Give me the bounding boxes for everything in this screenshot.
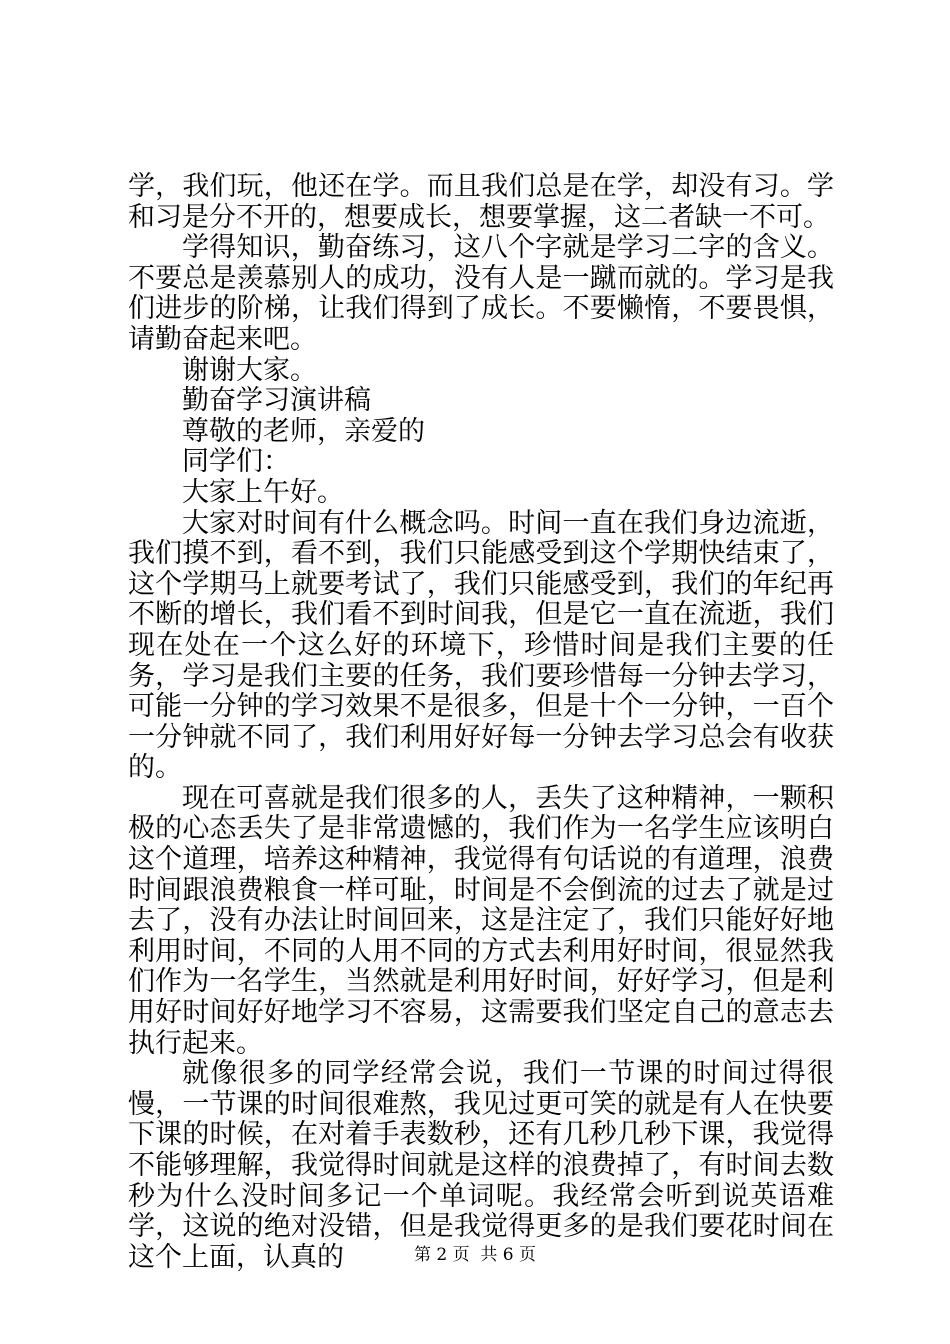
salutation-line: 尊敬的老师，亲爱的 [182,415,425,447]
paragraph: 现在可喜就是我们很多的人，丢失了这种精神，一颗积极的心态丢失了是非常遗憾的，我们作为一名学生应该明白这个道理，培养这种精神，我觉得有句话说的有道理，浪费时间跟浪费粮食一样可耻，时间是不会倒流的过去了就是过去了，没有办法让时间回来，这是注定了，我们只能好好地利用时间，不同的人用不同的方式去利用好时间，很显然我们作为一名学生，当然就是利用好时间，好好学习，但是利用好时间好好地学习不容易，这需要我们坚定自己的意志去执行起来。 [128,782,834,1059]
page-total: 共 6 页 [480,1245,537,1265]
speech-title: 勤奋学习演讲稿 [182,385,371,417]
closing-line: 谢谢大家。 [182,354,317,386]
paragraph: 就像很多的同学经常会说，我们一节课的时间过得很慢，一节课的时间很难熬，我见过更可笑的就是有人在快要下课的时候，在对着手表数秒，还有几秒几秒下课，我觉得不能够理解，我觉得时间就是这样的浪费掉了，有时间去数秒为什么没时间多记一个单词呢。我经常会听到说英语难学，这说的绝对没错，但是我觉得更多的是我们要花时间在这个上面，认真的 [128,1058,834,1273]
paragraph-continued: 学，我们玩，他还在学。而且我们总是在学，却没有习。学和习是分不开的，想要成长，想要掌握，这二者缺一不可。 [128,171,834,233]
paragraph: 大家对时间有什么概念吗。时间一直在我们身边流逝，我们摸不到，看不到，我们只能感受到这个学期快结束了，这个学期马上就要考试了，我们只能感受到，我们的年纪再不断的增长，我们看不到时间我，但是它一直在流逝，我们现在处在一个这么好的环境下，珍惜时间是我们主要的任务，学习是我们主要的任务，我们要珍惜每一分钟去学习，可能一分钟的学习效果不是很多，但是十个一分钟，一百个一分钟就不同了，我们利用好好每一分钟去学习总会有收获的。 [128,507,834,784]
paragraph: 学得知识，勤奋练习，这八个字就是学习二字的含义。不要总是羡慕别人的成功，没有人是一蹴而就的。学习是我们进步的阶梯，让我们得到了成长。不要懒惰，不要畏惧，请勤奋起来吧。 [128,232,834,355]
document-body [128,172,834,1273]
greeting-line: 大家上午好。 [182,476,344,508]
page-footer [0,1244,950,1266]
page-number: 第 2 页 [413,1245,470,1265]
salutation-line: 同学们： [182,446,290,478]
